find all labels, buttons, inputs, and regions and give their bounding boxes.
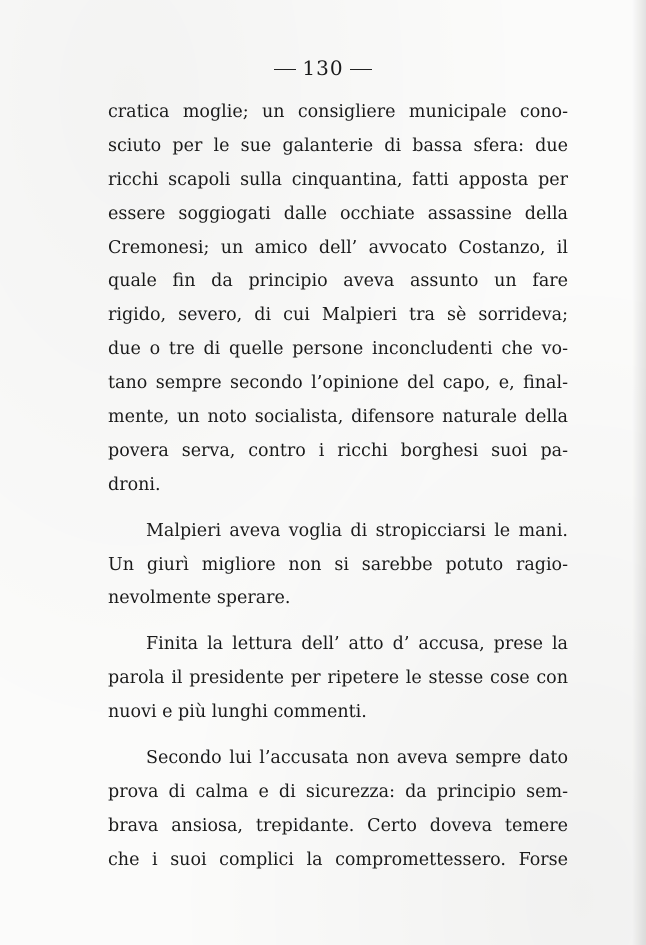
- text-line: Finita la lettura dell’ atto d’ accusa, prese la: [146, 634, 568, 655]
- paragraph: [108, 628, 568, 730]
- text-line: ricchi scapoli sulla cinquantina, fatti apposta per: [108, 169, 568, 190]
- paragraph: [108, 515, 568, 617]
- text-line: sciuto per le sue galanterie di bassa sfera: due: [108, 135, 568, 156]
- paragraph-gap: [108, 730, 568, 742]
- text-line: rigido, severo, di cui Malpieri tra sè sorrideva;: [108, 305, 568, 326]
- paragraph: [108, 96, 568, 503]
- page-number: 130: [302, 56, 344, 80]
- text-line: nuovi e più lunghi commenti.: [108, 702, 367, 723]
- text-line: parola il presidente per ripetere le stesse cose con: [108, 668, 568, 689]
- text-line: povera serva, contro i ricchi borghesi suoi pa-: [108, 440, 568, 461]
- header-dash-right: [350, 69, 372, 70]
- page-edge-shadow: [632, 0, 646, 945]
- paragraph-gap: [108, 616, 568, 628]
- text-line: Un giurì migliore non si sarebbe potuto ragio-: [108, 554, 568, 575]
- text-line: nevolmente sperare.: [108, 588, 291, 609]
- text-line: droni.: [108, 474, 161, 495]
- text-line: Secondo lui l’accusata non aveva sempre dato: [146, 748, 568, 769]
- text-line: Malpieri aveva voglia di stropicciarsi le mani.: [146, 520, 568, 541]
- text-line: prova di calma e di sicurezza: da principio sem-: [108, 781, 568, 802]
- page-header: [0, 56, 646, 80]
- text-line: tano sempre secondo l’opinione del capo, e, final-: [108, 373, 568, 394]
- text-line: essere soggiogati dalle occhiate assassine della: [108, 203, 568, 224]
- text-line: cratica moglie; un consigliere municipale cono-: [108, 102, 568, 122]
- paragraph-gap: [108, 503, 568, 515]
- text-line: mente, un noto socialista, difensore naturale della: [108, 407, 568, 428]
- text-line: quale fin da principio aveva assunto un fare: [108, 271, 568, 292]
- text-line: Cremonesi; un amico dell’ avvocato Costanzo, il: [108, 237, 568, 258]
- paragraph: [108, 742, 568, 878]
- body-text: [108, 96, 568, 878]
- header-dash-left: [274, 69, 296, 70]
- text-line: brava ansiosa, trepidante. Certo doveva temere: [108, 815, 568, 836]
- text-line: due o tre di quelle persone inconcludenti che vo-: [108, 339, 568, 360]
- text-line: che i suoi complici la compromettessero. Forse: [108, 849, 568, 870]
